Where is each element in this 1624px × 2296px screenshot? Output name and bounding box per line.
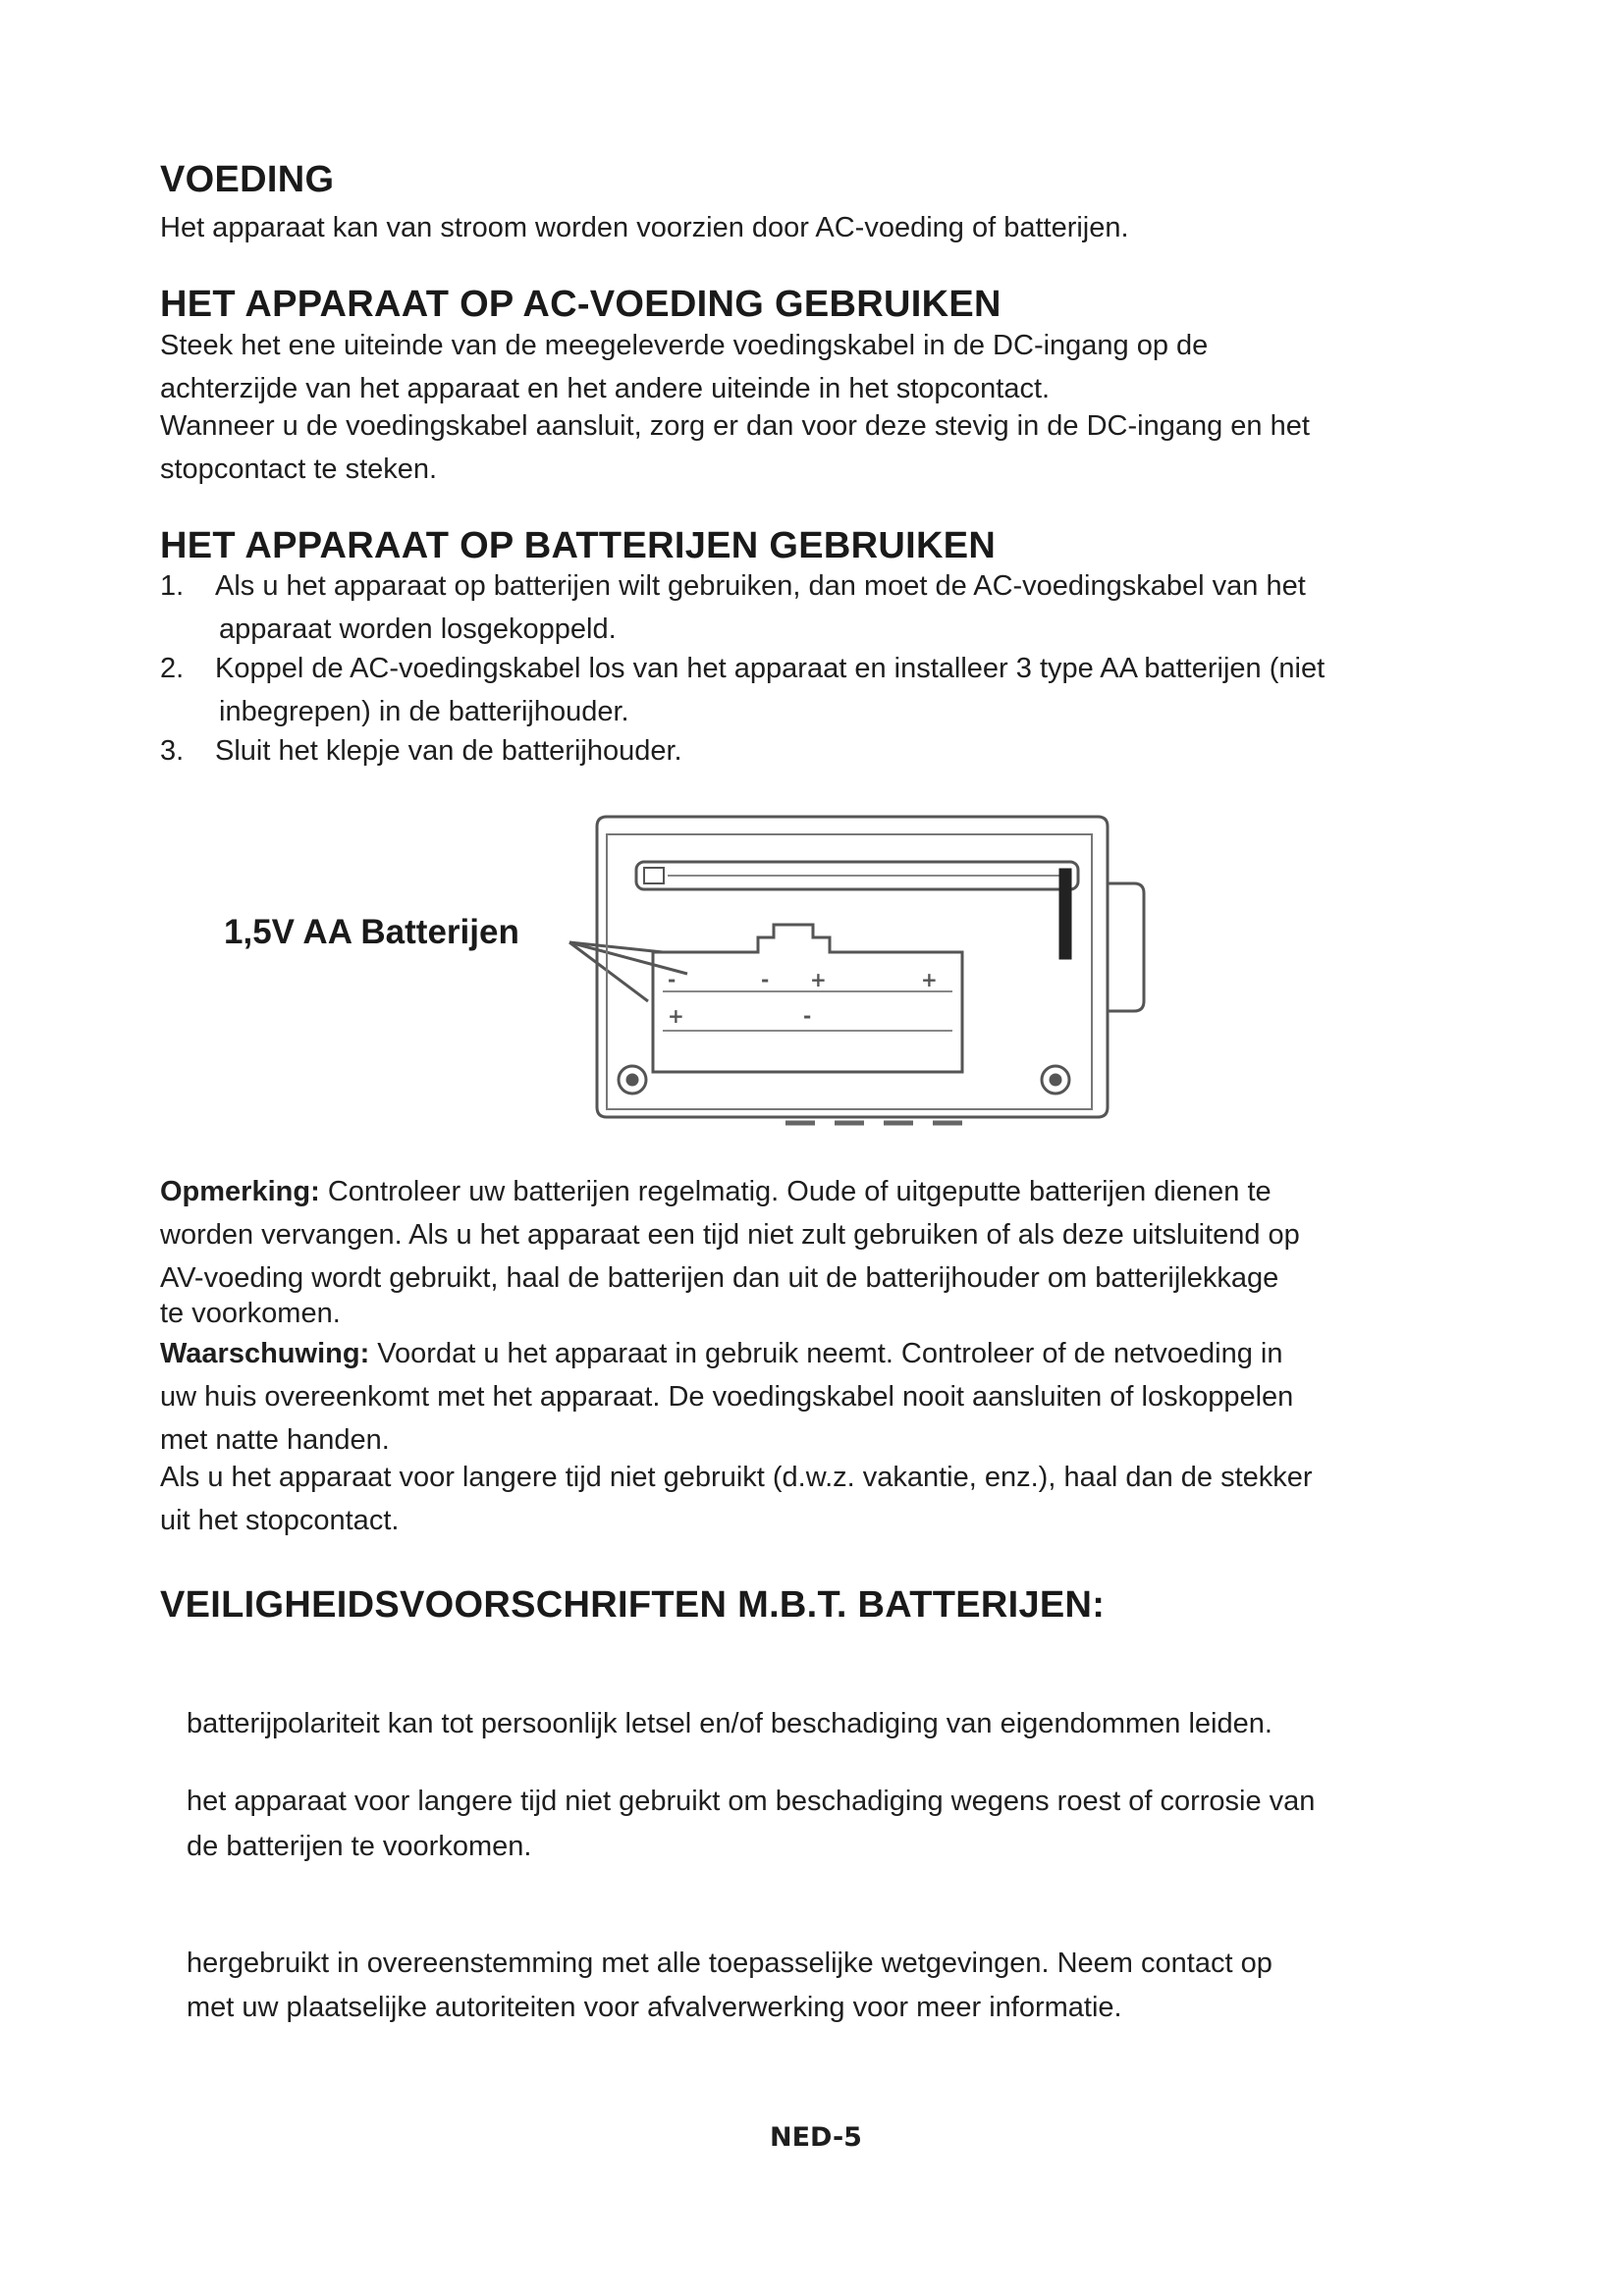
list-item-line-2: apparaat worden losgekoppeld. (219, 614, 617, 645)
safety-item-1-line-1: batterijpolariteit kan tot persoonlijk letsel en/of beschadiging van eigendommen leiden. (187, 1708, 1272, 1739)
ac-text-line-2: achterzijde van het apparaat en het andere uiteinde in het stopcontact. (160, 373, 1051, 404)
warning-text: Voordat u het apparaat in gebruik neemt. Controleer of de netvoeding in (377, 1338, 1283, 1369)
ac-text-line-3: Wanneer u de voedingskabel aansluit, zorg er dan voor deze stevig in de DC-ingang en het (160, 410, 1310, 442)
list-item-number: 2. (160, 653, 185, 684)
side-knob (1108, 883, 1144, 1011)
remark-label: Opmerking: (160, 1176, 320, 1207)
remark-line-3: AV-voeding wordt gebruikt, haal de batterijen dan uit de batterijhouder om batterijlekkage (160, 1262, 1279, 1294)
page-number: NED-5 (770, 2122, 862, 2153)
svg-text:-: - (761, 968, 770, 991)
battery-compartment-diagram (550, 805, 1159, 1129)
remark-text: Controleer uw batterijen regelmatig. Oude of uitgeputte batterijen dienen te (327, 1176, 1272, 1207)
warning-line-1 (160, 1332, 1535, 1375)
list-item-number: 1. (160, 570, 185, 602)
list-item-line-2: inbegrepen) in de batterijhouder. (219, 696, 629, 727)
extra-line-1: Als u het apparaat voor langere tijd niet gebruikt (d.w.z. vakantie, enz.), haal dan de stekker (160, 1462, 1313, 1493)
heading-batterijen: HET APPARAAT OP BATTERIJEN GEBRUIKEN (160, 525, 997, 566)
svg-text:-: - (668, 968, 677, 991)
list-item (160, 564, 1456, 653)
ac-text-line-4: stopcontact te steken. (160, 454, 438, 485)
svg-text:+: + (921, 968, 938, 991)
list-item-line-1: Koppel de AC-voedingskabel los van het apparaat en installeer 3 type AA batterijen (niet (215, 653, 1326, 684)
remark-line-1 (160, 1170, 1535, 1213)
warning-line-3: met natte handen. (160, 1424, 390, 1456)
list-item (160, 729, 1456, 773)
leader-line (569, 942, 648, 1001)
remark-line-4: te voorkomen. (160, 1298, 341, 1329)
safety-item-3-line-1: hergebruikt in overeenstemming met alle toepasselijke wetgevingen. Neem contact op (187, 1948, 1272, 1979)
svg-text:+: + (668, 1004, 684, 1028)
heading-voeding: VOEDING (160, 159, 335, 200)
warning-line-2: uw huis overeenkomt met het apparaat. De voedingskabel nooit aansluiten of loskoppelen (160, 1381, 1294, 1413)
safety-item-2-line-1: het apparaat voor langere tijd niet gebruikt om beschadiging wegens roest of corrosie van (187, 1786, 1316, 1817)
safety-item-3-line-2: met uw plaatselijke autoriteiten voor afvalverwerking voor meer informatie. (187, 1992, 1122, 2023)
list-item-line-1: Sluit het klepje van de batterijhouder. (215, 735, 682, 767)
svg-text:-: - (803, 1004, 812, 1028)
list-item (160, 647, 1456, 735)
battery-compartment (653, 925, 962, 1072)
heading-veiligheid: VEILIGHEIDSVOORSCHRIFTEN M.B.T. BATTERIJEN: (160, 1584, 1106, 1626)
heading-ac-voeding: HET APPARAAT OP AC-VOEDING GEBRUIKEN (160, 284, 1001, 325)
strap-bar (1060, 870, 1070, 958)
remark-line-2: worden vervangen. Als u het apparaat een tijd niet zult gebruiken of als deze uitsluitend op (160, 1219, 1300, 1251)
list-item-line-1: Als u het apparaat op batterijen wilt gebruiken, dan moet de AC-voedingskabel van het (215, 570, 1306, 602)
list-item-number: 3. (160, 735, 185, 767)
safety-item-2-line-2: de batterijen te voorkomen. (187, 1831, 532, 1862)
ac-text-line-1: Steek het ene uiteinde van de meegeleverde voedingskabel in de DC-ingang op de (160, 330, 1209, 361)
figure-caption: 1,5V AA Batterijen (224, 913, 519, 951)
warning-label: Waarschuwing: (160, 1338, 370, 1369)
voeding-text: Het apparaat kan van stroom worden voorzien door AC-voeding of batterijen. (160, 212, 1129, 243)
extra-line-2: uit het stopcontact. (160, 1505, 400, 1536)
svg-text:+: + (810, 968, 827, 991)
